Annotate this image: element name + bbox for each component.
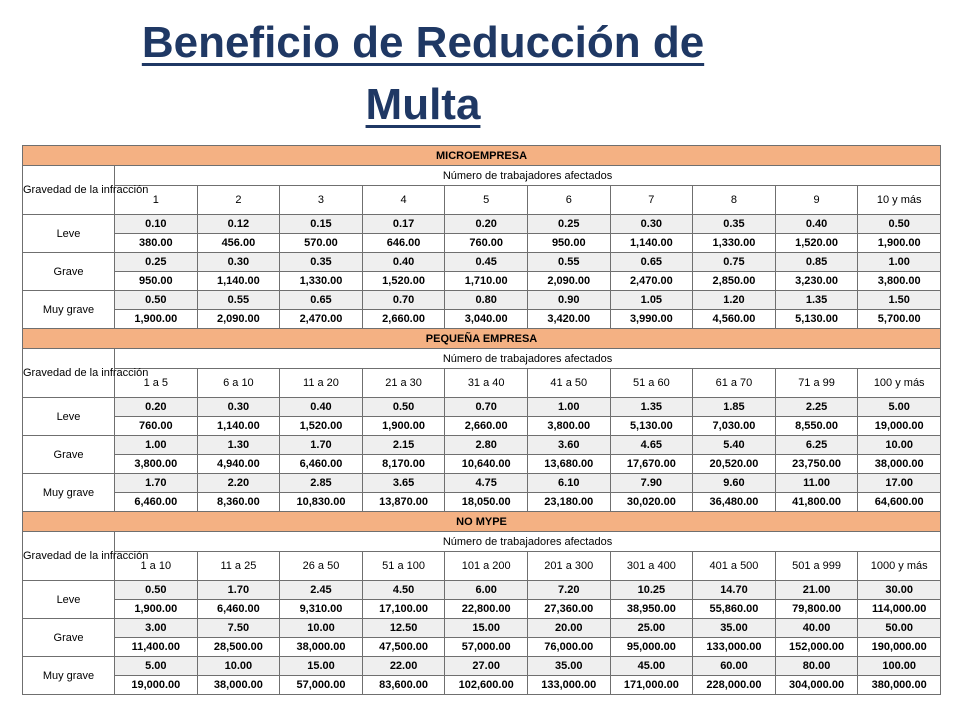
column-header: 9 <box>775 186 858 215</box>
uit-cell: 10.00 <box>858 436 941 455</box>
amount-cell: 570.00 <box>280 234 363 253</box>
uit-row <box>23 474 941 493</box>
column-header: 31 a 40 <box>445 369 528 398</box>
column-header: 401 a 500 <box>693 552 776 581</box>
page-title-line1: Beneficio de Reducción de <box>141 18 705 67</box>
uit-cell: 0.70 <box>362 291 445 310</box>
column-header: 21 a 30 <box>362 369 445 398</box>
uit-cell: 0.90 <box>527 291 610 310</box>
column-header: 301 a 400 <box>610 552 693 581</box>
amount-cell: 1,140.00 <box>197 417 280 436</box>
uit-cell: 0.85 <box>775 253 858 272</box>
uit-cell: 0.25 <box>527 215 610 234</box>
uit-cell: 0.65 <box>610 253 693 272</box>
amount-cell: 18,050.00 <box>445 493 528 512</box>
amount-cell: 23,750.00 <box>775 455 858 474</box>
severity-label: Leve <box>23 215 115 253</box>
uit-row <box>23 398 941 417</box>
amount-cell: 102,600.00 <box>445 676 528 695</box>
uit-cell: 0.30 <box>610 215 693 234</box>
page-title-line2: Multa <box>365 80 481 129</box>
amount-cell: 38,000.00 <box>280 638 363 657</box>
uit-cell: 0.50 <box>115 291 198 310</box>
uit-cell: 1.35 <box>610 398 693 417</box>
uit-cell: 3.60 <box>527 436 610 455</box>
column-header: 26 a 50 <box>280 552 363 581</box>
uit-cell: 0.20 <box>445 215 528 234</box>
amount-cell: 380,000.00 <box>858 676 941 695</box>
uit-cell: 2.25 <box>775 398 858 417</box>
subheader-row <box>23 349 941 369</box>
uit-cell: 2.20 <box>197 474 280 493</box>
uit-cell: 10.25 <box>610 581 693 600</box>
amount-cell: 3,800.00 <box>527 417 610 436</box>
uit-cell: 1.00 <box>858 253 941 272</box>
amount-cell: 1,900.00 <box>115 600 198 619</box>
amount-row <box>23 676 941 695</box>
amount-cell: 1,710.00 <box>445 272 528 291</box>
amount-cell: 79,800.00 <box>775 600 858 619</box>
amount-cell: 133,000.00 <box>693 638 776 657</box>
amount-cell: 3,990.00 <box>610 310 693 329</box>
subheader-row <box>23 532 941 552</box>
uit-cell: 15.00 <box>280 657 363 676</box>
severity-label: Leve <box>23 398 115 436</box>
uit-row <box>23 291 941 310</box>
amount-cell: 36,480.00 <box>693 493 776 512</box>
column-header: 51 a 60 <box>610 369 693 398</box>
uit-cell: 0.15 <box>280 215 363 234</box>
column-header: 1 a 10 <box>115 552 198 581</box>
amount-cell: 6,460.00 <box>197 600 280 619</box>
column-header: 501 a 999 <box>775 552 858 581</box>
amount-cell: 1,330.00 <box>280 272 363 291</box>
uit-cell: 0.40 <box>280 398 363 417</box>
uit-cell: 0.75 <box>693 253 776 272</box>
uit-row <box>23 619 941 638</box>
amount-cell: 7,030.00 <box>693 417 776 436</box>
amount-cell: 2,660.00 <box>445 417 528 436</box>
uit-cell: 6.00 <box>445 581 528 600</box>
column-header: 11 a 20 <box>280 369 363 398</box>
column-header-row <box>23 186 941 215</box>
fine-reduction-table <box>22 145 941 695</box>
amount-cell: 13,680.00 <box>527 455 610 474</box>
amount-cell: 8,550.00 <box>775 417 858 436</box>
amount-cell: 133,000.00 <box>527 676 610 695</box>
gravedad-label: Gravedad de la infracción <box>23 166 115 215</box>
uit-cell: 27.00 <box>445 657 528 676</box>
amount-cell: 4,940.00 <box>197 455 280 474</box>
uit-cell: 50.00 <box>858 619 941 638</box>
amount-cell: 3,040.00 <box>445 310 528 329</box>
amount-cell: 17,670.00 <box>610 455 693 474</box>
amount-cell: 83,600.00 <box>362 676 445 695</box>
column-header: 6 a 10 <box>197 369 280 398</box>
uit-cell: 4.50 <box>362 581 445 600</box>
uit-cell: 15.00 <box>445 619 528 638</box>
uit-cell: 0.50 <box>115 581 198 600</box>
column-header: 11 a 25 <box>197 552 280 581</box>
amount-cell: 1,520.00 <box>362 272 445 291</box>
amount-cell: 2,470.00 <box>280 310 363 329</box>
uit-cell: 10.00 <box>197 657 280 676</box>
amount-cell: 4,560.00 <box>693 310 776 329</box>
uit-cell: 0.45 <box>445 253 528 272</box>
amount-cell: 1,520.00 <box>280 417 363 436</box>
amount-cell: 760.00 <box>115 417 198 436</box>
amount-row <box>23 600 941 619</box>
uit-cell: 0.55 <box>527 253 610 272</box>
uit-cell: 11.00 <box>775 474 858 493</box>
uit-cell: 0.65 <box>280 291 363 310</box>
column-header: 61 a 70 <box>693 369 776 398</box>
amount-cell: 19,000.00 <box>115 676 198 695</box>
amount-cell: 1,520.00 <box>775 234 858 253</box>
amount-cell: 3,800.00 <box>115 455 198 474</box>
amount-cell: 3,420.00 <box>527 310 610 329</box>
uit-cell: 1.35 <box>775 291 858 310</box>
uit-cell: 17.00 <box>858 474 941 493</box>
section-header-row <box>23 146 941 166</box>
uit-cell: 0.20 <box>115 398 198 417</box>
amount-cell: 9,310.00 <box>280 600 363 619</box>
column-header: 2 <box>197 186 280 215</box>
uit-cell: 7.50 <box>197 619 280 638</box>
column-header: 3 <box>280 186 363 215</box>
amount-cell: 5,130.00 <box>775 310 858 329</box>
amount-cell: 304,000.00 <box>775 676 858 695</box>
column-header: 51 a 100 <box>362 552 445 581</box>
amount-cell: 1,900.00 <box>115 310 198 329</box>
column-header: 5 <box>445 186 528 215</box>
uit-cell: 5.00 <box>115 657 198 676</box>
uit-cell: 100.00 <box>858 657 941 676</box>
amount-cell: 57,000.00 <box>445 638 528 657</box>
amount-cell: 57,000.00 <box>280 676 363 695</box>
amount-row <box>23 455 941 474</box>
amount-cell: 19,000.00 <box>858 417 941 436</box>
amount-cell: 1,140.00 <box>610 234 693 253</box>
subheader-row <box>23 166 941 186</box>
uit-cell: 0.17 <box>362 215 445 234</box>
amount-cell: 2,660.00 <box>362 310 445 329</box>
amount-row <box>23 310 941 329</box>
uit-cell: 0.25 <box>115 253 198 272</box>
column-header: 1 a 5 <box>115 369 198 398</box>
column-header: 8 <box>693 186 776 215</box>
uit-cell: 0.30 <box>197 253 280 272</box>
column-header: 71 a 99 <box>775 369 858 398</box>
severity-label: Muy grave <box>23 474 115 512</box>
amount-cell: 152,000.00 <box>775 638 858 657</box>
uit-cell: 1.30 <box>197 436 280 455</box>
uit-cell: 0.40 <box>775 215 858 234</box>
uit-cell: 1.20 <box>693 291 776 310</box>
section-title: MICROEMPRESA <box>23 146 941 166</box>
workers-affected-header: Número de trabajadores afectados <box>115 349 941 369</box>
workers-affected-header: Número de trabajadores afectados <box>115 532 941 552</box>
amount-cell: 22,800.00 <box>445 600 528 619</box>
column-header: 101 a 200 <box>445 552 528 581</box>
amount-cell: 2,090.00 <box>197 310 280 329</box>
amount-cell: 1,900.00 <box>858 234 941 253</box>
amount-cell: 950.00 <box>527 234 610 253</box>
severity-label: Grave <box>23 436 115 474</box>
column-header: 6 <box>527 186 610 215</box>
column-header-row <box>23 552 941 581</box>
section-title: NO MYPE <box>23 512 941 532</box>
uit-cell: 1.05 <box>610 291 693 310</box>
uit-row <box>23 436 941 455</box>
uit-cell: 45.00 <box>610 657 693 676</box>
uit-cell: 2.85 <box>280 474 363 493</box>
uit-cell: 10.00 <box>280 619 363 638</box>
column-header: 10 y más <box>858 186 941 215</box>
amount-cell: 17,100.00 <box>362 600 445 619</box>
uit-cell: 80.00 <box>775 657 858 676</box>
amount-cell: 28,500.00 <box>197 638 280 657</box>
amount-cell: 760.00 <box>445 234 528 253</box>
uit-cell: 2.80 <box>445 436 528 455</box>
amount-cell: 23,180.00 <box>527 493 610 512</box>
column-header: 41 a 50 <box>527 369 610 398</box>
gravedad-label: Gravedad de la infracción <box>23 532 115 581</box>
uit-cell: 35.00 <box>527 657 610 676</box>
amount-cell: 1,140.00 <box>197 272 280 291</box>
uit-cell: 0.80 <box>445 291 528 310</box>
uit-cell: 2.45 <box>280 581 363 600</box>
amount-cell: 10,830.00 <box>280 493 363 512</box>
uit-cell: 3.00 <box>115 619 198 638</box>
amount-cell: 228,000.00 <box>693 676 776 695</box>
amount-cell: 47,500.00 <box>362 638 445 657</box>
uit-cell: 0.70 <box>445 398 528 417</box>
uit-cell: 7.20 <box>527 581 610 600</box>
uit-cell: 0.10 <box>115 215 198 234</box>
column-header: 1000 y más <box>858 552 941 581</box>
uit-cell: 2.15 <box>362 436 445 455</box>
column-header-row <box>23 369 941 398</box>
uit-cell: 0.35 <box>693 215 776 234</box>
amount-cell: 38,950.00 <box>610 600 693 619</box>
uit-cell: 7.90 <box>610 474 693 493</box>
amount-cell: 5,130.00 <box>610 417 693 436</box>
uit-cell: 12.50 <box>362 619 445 638</box>
amount-cell: 11,400.00 <box>115 638 198 657</box>
uit-row <box>23 253 941 272</box>
section-header-row <box>23 329 941 349</box>
amount-cell: 646.00 <box>362 234 445 253</box>
uit-cell: 0.50 <box>362 398 445 417</box>
uit-cell: 5.40 <box>693 436 776 455</box>
uit-cell: 0.30 <box>197 398 280 417</box>
amount-cell: 950.00 <box>115 272 198 291</box>
uit-row <box>23 215 941 234</box>
column-header: 4 <box>362 186 445 215</box>
column-header: 201 a 300 <box>527 552 610 581</box>
uit-cell: 0.40 <box>362 253 445 272</box>
page-title <box>0 12 846 136</box>
uit-cell: 14.70 <box>693 581 776 600</box>
severity-label: Grave <box>23 619 115 657</box>
amount-row <box>23 638 941 657</box>
uit-cell: 3.65 <box>362 474 445 493</box>
amount-cell: 10,640.00 <box>445 455 528 474</box>
uit-cell: 9.60 <box>693 474 776 493</box>
amount-cell: 41,800.00 <box>775 493 858 512</box>
amount-row <box>23 417 941 436</box>
uit-cell: 1.85 <box>693 398 776 417</box>
amount-cell: 1,330.00 <box>693 234 776 253</box>
amount-cell: 2,470.00 <box>610 272 693 291</box>
column-header: 1 <box>115 186 198 215</box>
uit-cell: 6.10 <box>527 474 610 493</box>
amount-cell: 3,800.00 <box>858 272 941 291</box>
uit-cell: 25.00 <box>610 619 693 638</box>
section-header-row <box>23 512 941 532</box>
amount-cell: 76,000.00 <box>527 638 610 657</box>
amount-cell: 2,090.00 <box>527 272 610 291</box>
uit-cell: 1.00 <box>527 398 610 417</box>
uit-cell: 30.00 <box>858 581 941 600</box>
uit-cell: 0.35 <box>280 253 363 272</box>
amount-cell: 380.00 <box>115 234 198 253</box>
amount-cell: 55,860.00 <box>693 600 776 619</box>
severity-label: Grave <box>23 253 115 291</box>
uit-cell: 5.00 <box>858 398 941 417</box>
uit-cell: 6.25 <box>775 436 858 455</box>
amount-cell: 38,000.00 <box>858 455 941 474</box>
amount-cell: 5,700.00 <box>858 310 941 329</box>
severity-label: Leve <box>23 581 115 619</box>
uit-cell: 21.00 <box>775 581 858 600</box>
gravedad-label: Gravedad de la infracción <box>23 349 115 398</box>
amount-cell: 3,230.00 <box>775 272 858 291</box>
uit-cell: 0.12 <box>197 215 280 234</box>
amount-cell: 114,000.00 <box>858 600 941 619</box>
uit-cell: 0.50 <box>858 215 941 234</box>
severity-label: Muy grave <box>23 657 115 695</box>
uit-cell: 60.00 <box>693 657 776 676</box>
amount-row <box>23 493 941 512</box>
uit-cell: 40.00 <box>775 619 858 638</box>
uit-cell: 0.55 <box>197 291 280 310</box>
uit-cell: 22.00 <box>362 657 445 676</box>
amount-cell: 6,460.00 <box>115 493 198 512</box>
amount-cell: 8,360.00 <box>197 493 280 512</box>
amount-row <box>23 272 941 291</box>
amount-cell: 8,170.00 <box>362 455 445 474</box>
amount-cell: 38,000.00 <box>197 676 280 695</box>
amount-cell: 1,900.00 <box>362 417 445 436</box>
amount-cell: 190,000.00 <box>858 638 941 657</box>
uit-cell: 4.75 <box>445 474 528 493</box>
column-header: 7 <box>610 186 693 215</box>
uit-row <box>23 657 941 676</box>
column-header: 100 y más <box>858 369 941 398</box>
amount-cell: 171,000.00 <box>610 676 693 695</box>
amount-cell: 27,360.00 <box>527 600 610 619</box>
uit-cell: 1.70 <box>115 474 198 493</box>
uit-cell: 1.50 <box>858 291 941 310</box>
uit-cell: 35.00 <box>693 619 776 638</box>
amount-cell: 2,850.00 <box>693 272 776 291</box>
workers-affected-header: Número de trabajadores afectados <box>115 166 941 186</box>
amount-cell: 30,020.00 <box>610 493 693 512</box>
amount-cell: 13,870.00 <box>362 493 445 512</box>
amount-cell: 20,520.00 <box>693 455 776 474</box>
uit-cell: 1.70 <box>280 436 363 455</box>
section-title: PEQUEÑA EMPRESA <box>23 329 941 349</box>
uit-cell: 1.00 <box>115 436 198 455</box>
amount-cell: 95,000.00 <box>610 638 693 657</box>
amount-cell: 456.00 <box>197 234 280 253</box>
uit-cell: 1.70 <box>197 581 280 600</box>
uit-cell: 20.00 <box>527 619 610 638</box>
amount-cell: 64,600.00 <box>858 493 941 512</box>
amount-row <box>23 234 941 253</box>
uit-cell: 4.65 <box>610 436 693 455</box>
uit-row <box>23 581 941 600</box>
severity-label: Muy grave <box>23 291 115 329</box>
amount-cell: 6,460.00 <box>280 455 363 474</box>
